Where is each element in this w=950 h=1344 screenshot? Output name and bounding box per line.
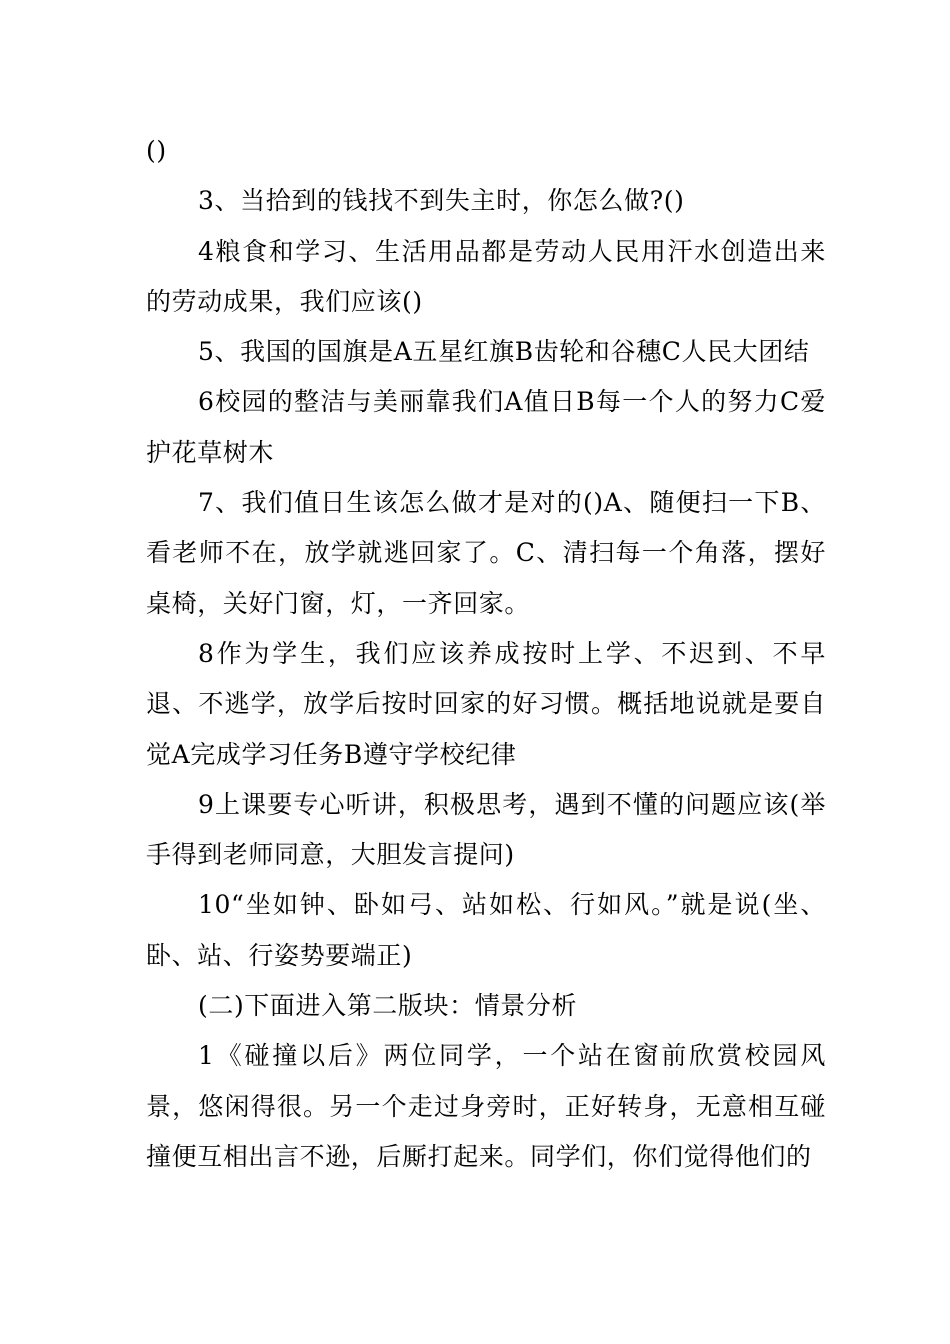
question-5: 5、我国的国旗是A五星红旗B齿轮和谷穗C人民大团结 [198,337,810,367]
question-7: 7、我们值日生该怎么做才是对的()A、随便扫一下B、看老师不在，放学就逃回家了。C、清扫每一个角落，摆好桌椅，关好门窗，灯，一齐回家。 [146,488,826,618]
scenario-1: 1《碰撞以后》两位同学，一个站在窗前欣赏校园风景，悠闲得很。另一个走过身旁时，正好转身，无意相互碰撞便互相出言不逊，后厮打起来。同学们，你们觉得他们的 [146,1041,826,1171]
question-3: 3、当拾到的钱找不到失主时，你怎么做?() [198,186,685,216]
section-heading: (二)下面进入第二版块：情景分析 [198,991,578,1021]
question-6: 6校园的整洁与美丽靠我们A值日B每一个人的努力C爱护花草树木 [146,387,826,467]
question-9: 9上课要专心听讲，积极思考，遇到不懂的问题应该(举手得到老师同意，大胆发言提问) [146,789,826,870]
question-10: 10“坐如钟、卧如弓、站如松、行如风。”就是说(坐、卧、站、行姿势要端正) [146,890,826,970]
question-4: 4粮食和学习、生活用品都是劳动人民用汗水创造出来的劳动成果，我们应该() [146,236,826,316]
document-body [146,126,826,1182]
question-8: 8作为学生，我们应该养成按时上学、不迟到、不早退、不逃学，放学后按时回家的好习惯。概括地说就是要自觉A完成学习任务B遵守学校纪律 [146,638,826,769]
paragraph-continuation: () [146,136,167,165]
